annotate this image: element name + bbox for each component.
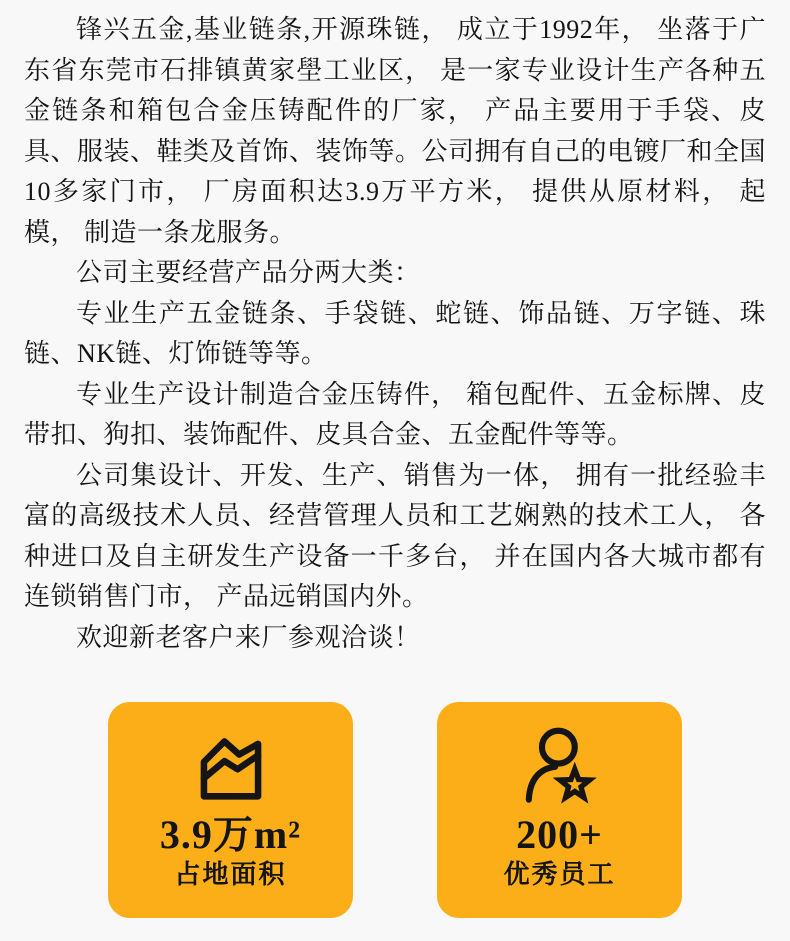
stat-card-floor-area bbox=[108, 702, 353, 918]
paragraph-welcome: 欢迎新老客户来厂参观洽谈！ bbox=[76, 622, 421, 652]
paragraph-product-categories-intro: 公司主要经营产品分两大类： bbox=[76, 258, 421, 287]
stat-card-employees bbox=[437, 702, 682, 918]
paragraph-chain-products: 专业生产五金链条、手袋链、蛇链、饰品链、万字链、珠链、NK链、灯饰链等等。 bbox=[24, 298, 766, 368]
stat-label-floor-area: 占地面积 bbox=[174, 860, 287, 889]
area-chart-icon bbox=[190, 725, 272, 807]
paragraph-company-capabilities: 公司集设计、开发、生产、销售为一体， 拥有一批经验丰富的高级技术人员、经营管理人员和工艺娴熟的技术工人， 各种进口及自主研发生产设备一千多台， 并在国内各大城市都有连锁销售门市， 产品远销国内外。 bbox=[24, 460, 766, 611]
paragraph-diecast-products: 专业生产设计制造合金压铸件， 箱包配件、五金标牌、皮带扣、狗扣、装饰配件、皮具合金、五金配件等等。 bbox=[24, 379, 766, 449]
stat-value-employees: 200+ bbox=[516, 812, 603, 857]
stats-row bbox=[0, 702, 790, 918]
person-star-icon bbox=[519, 725, 601, 807]
stat-label-employees: 优秀员工 bbox=[503, 860, 616, 889]
paragraph-company-overview: 锋兴五金,基业链条,开源珠链， 成立于1992年， 坐落于广东省东莞市石排镇黄家壆工业区， 是一家专业设计生产各种五金链条和箱包合金压铸配件的厂家， 产品主要用于手袋、皮具、服装、鞋类及首饰、装饰等。公司拥有自己的电镀厂和全国10多家门市， 厂房面积达3.9万平方米， 提供从原材料， 起模， 制造一条龙服务。 bbox=[24, 15, 767, 247]
stat-value-floor-area: 3.9万m² bbox=[159, 812, 302, 857]
